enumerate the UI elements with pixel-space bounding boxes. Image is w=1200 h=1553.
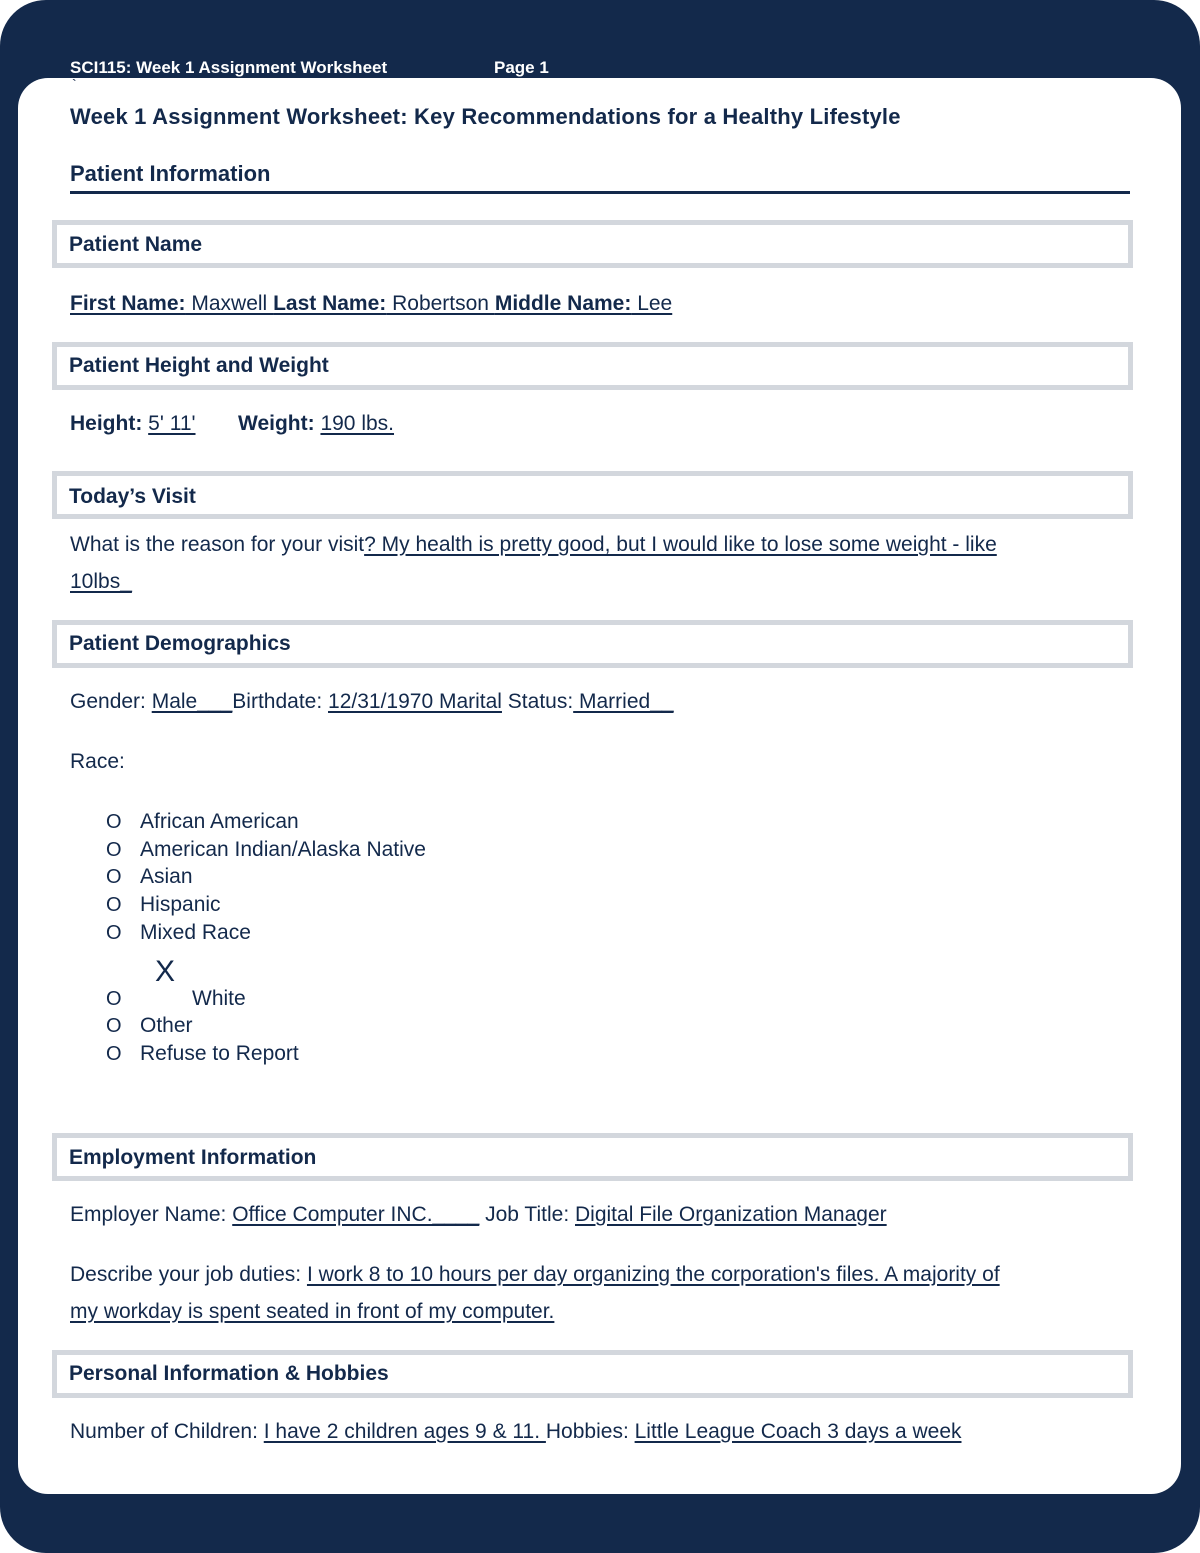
visit-answer[interactable]: ? My health is pretty good, but I would like to lose some weight - like [364, 533, 997, 556]
radio-bullet-icon: O [106, 866, 122, 888]
race-option[interactable] [106, 838, 426, 862]
first-name-label: First Name: [70, 292, 186, 315]
height-weight-heading: Patient Height and Weight [69, 354, 329, 377]
patient-name-heading: Patient Name [69, 233, 203, 256]
middle-name-value[interactable]: Lee [631, 292, 673, 315]
employment-heading: Employment Information [69, 1146, 317, 1169]
gender-value[interactable]: Male___ [151, 690, 233, 713]
race-option[interactable] [106, 921, 251, 945]
patient-name-line [70, 292, 672, 316]
radio-bullet-icon: O [106, 1015, 122, 1037]
race-option[interactable] [106, 1042, 299, 1066]
visit-heading: Today’s Visit [69, 485, 196, 508]
job-title-label: Job Title: [479, 1203, 575, 1226]
weight-label: Weight: [238, 412, 315, 435]
height-label: Height: [70, 412, 143, 435]
race-option-label: White [192, 987, 246, 1010]
race-option-label: African American [140, 810, 299, 833]
children-label: Number of Children: [70, 1420, 264, 1443]
duties-value-continued[interactable]: my workday is spent seated in front of my computer. [70, 1300, 555, 1323]
first-name-value[interactable]: Maxwell [185, 292, 274, 315]
employer-label: Employer Name: [70, 1203, 233, 1226]
duties-value[interactable]: I work 8 to 10 hours per day organizing the corporation's files. A majority of [306, 1263, 1000, 1286]
radio-bullet-icon: O [106, 922, 122, 944]
last-name-label: Last Name: [273, 292, 387, 315]
document-title: Week 1 Assignment Worksheet: Key Recommendations for a Healthy Lifestyle [70, 104, 901, 129]
race-option-selected[interactable] [106, 987, 246, 1011]
selected-x-mark-icon: X [155, 955, 176, 988]
children-value[interactable]: I have 2 children ages 9 & 11. [263, 1420, 546, 1443]
race-option-label: Hispanic [140, 893, 221, 916]
visit-line-1 [70, 533, 997, 557]
personal-line [70, 1420, 962, 1444]
radio-bullet-icon: O [106, 1043, 122, 1065]
job-title-value[interactable]: Digital File Organization Manager [575, 1203, 887, 1226]
visit-answer-continued[interactable]: 10lbs_ [70, 570, 132, 593]
marital-status-label: Status: [501, 690, 574, 713]
patient-name-heading-box [52, 220, 1133, 268]
radio-bullet-icon: O [106, 988, 122, 1010]
race-option[interactable] [106, 865, 193, 889]
race-option-label: Refuse to Report [140, 1042, 299, 1065]
radio-bullet-icon: O [106, 839, 122, 861]
hobbies-value[interactable]: Little League Coach 3 days a week [634, 1420, 962, 1443]
duties-line-2 [70, 1300, 554, 1324]
demographics-line [70, 690, 674, 714]
last-name-value[interactable]: Robertson [386, 292, 495, 315]
radio-bullet-icon: O [106, 894, 122, 916]
demographics-heading: Patient Demographics [69, 632, 291, 655]
birthdate-value[interactable]: 12/31/1970 Marital [328, 690, 502, 713]
height-weight-heading-box [52, 342, 1133, 390]
demographics-heading-box [52, 620, 1133, 668]
hobbies-label: Hobbies: [545, 1420, 635, 1443]
weight-value[interactable]: 190 lbs. [320, 412, 395, 435]
course-header: SCI115: Week 1 Assignment Worksheet [70, 58, 388, 77]
duties-line-1 [70, 1263, 1000, 1287]
employment-heading-box [52, 1133, 1133, 1181]
visit-heading-box [52, 471, 1133, 519]
height-value[interactable]: 5' 11' [148, 412, 196, 435]
visit-line-2 [70, 570, 132, 594]
page-number: Page 1 [494, 58, 549, 77]
visit-question: What is the reason for your visit [70, 533, 365, 556]
race-option-label: American Indian/Alaska Native [140, 838, 426, 861]
race-option-label: Other [140, 1014, 193, 1037]
gender-label: Gender: [70, 690, 152, 713]
race-option-label: Mixed Race [140, 921, 251, 944]
race-option[interactable] [106, 1014, 193, 1038]
race-option[interactable] [106, 893, 221, 917]
race-option-label: Asian [140, 865, 193, 888]
personal-heading-box [52, 1350, 1133, 1398]
birthdate-label: Birthdate: [232, 690, 329, 713]
middle-name-label: Middle Name: [494, 292, 632, 315]
employer-line [70, 1203, 887, 1227]
marital-status-value[interactable]: Married__ [573, 690, 674, 713]
stray-mark: ` [72, 76, 77, 92]
section-title: Patient Information [70, 161, 271, 186]
employer-value[interactable]: Office Computer INC.____ [232, 1203, 480, 1226]
height-line [70, 412, 196, 436]
race-label: Race: [70, 750, 125, 773]
duties-label: Describe your job duties: [70, 1263, 307, 1286]
radio-bullet-icon: O [106, 811, 122, 833]
race-option[interactable] [106, 810, 299, 834]
personal-heading: Personal Information & Hobbies [69, 1362, 389, 1385]
weight-line [238, 412, 394, 436]
section-divider [70, 191, 1130, 194]
